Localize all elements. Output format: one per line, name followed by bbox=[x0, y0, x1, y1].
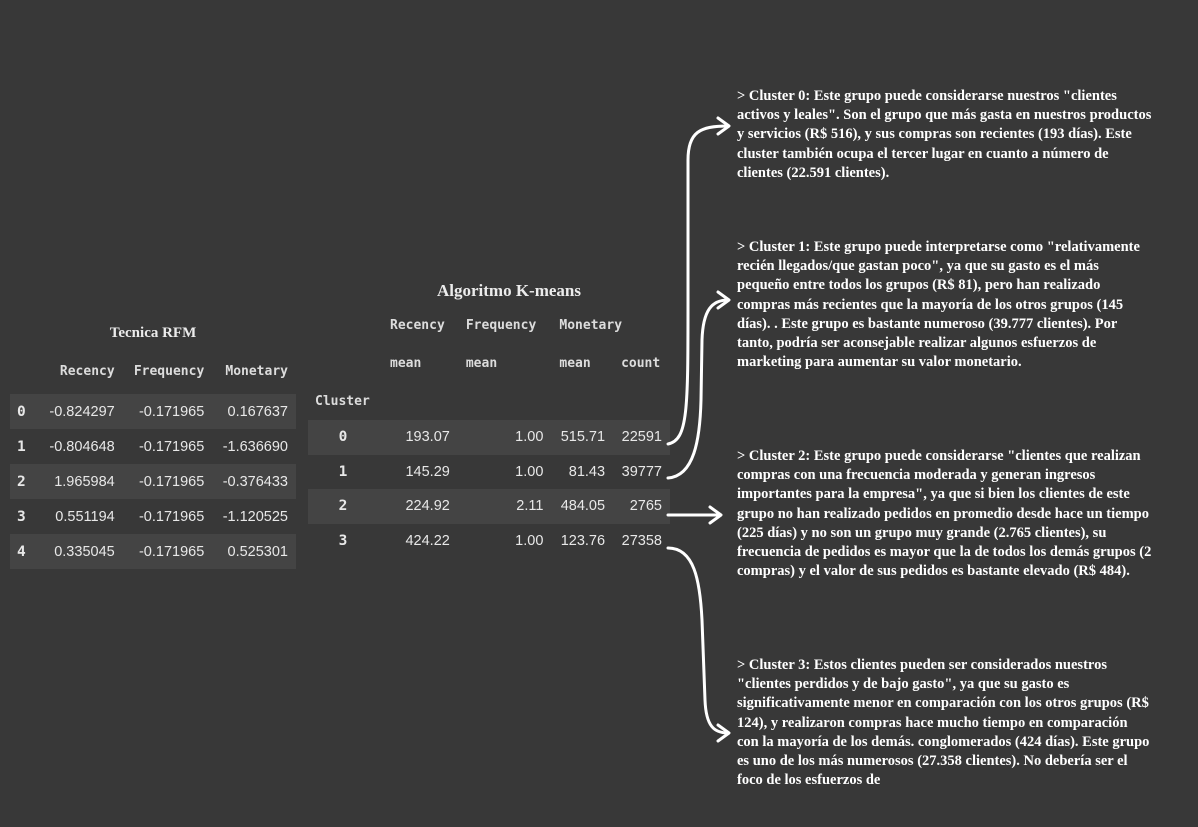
rfm-col-frequency: Frequency bbox=[133, 363, 205, 379]
frequency-mean-cell: 1.00 bbox=[515, 463, 544, 480]
table-row bbox=[10, 464, 296, 499]
kmeans-corner-sub bbox=[308, 344, 378, 382]
recency-mean-cell: 224.92 bbox=[405, 498, 450, 515]
table-row bbox=[308, 489, 670, 524]
arrow-cluster-3 bbox=[668, 548, 728, 733]
frequency-cell: -0.171965 bbox=[138, 508, 205, 525]
arrow-head-1 bbox=[718, 292, 729, 308]
kmeans-sub-count: count bbox=[621, 355, 661, 371]
cluster-0-description: > Cluster 0: Este grupo puede considerarse nuestros "clientes activos y leales". Son el grupo que más gasta en nuestros productos y servicios (R$ 516), y sus compras son recientes (193 días). Este cluster también ocupa el tercer lugar en cuanto a número de clientes (22.591 clientes). bbox=[737, 88, 1152, 181]
frequency-mean-cell: 2.11 bbox=[516, 498, 544, 515]
row-index: 3 bbox=[17, 508, 26, 525]
monetary-cell: 0.167637 bbox=[227, 403, 288, 420]
kmeans-col-frequency: Frequency bbox=[465, 317, 537, 333]
monetary-cell: -1.636690 bbox=[222, 438, 288, 455]
monetary-mean-cell: 484.05 bbox=[560, 498, 606, 515]
frequency-cell: -0.171965 bbox=[138, 438, 205, 455]
count-cell: 2765 bbox=[629, 498, 662, 515]
cluster-3-description: > Cluster 3: Estos clientes pueden ser considerados nuestros "clientes perdidos y de bajo gasto", ya que su gasto es significativamente menor en comparación con los otros grupos (R$ 124), y realizaron compras hace mucho tiempo en comparación con la mayoría de los demás. conglomerados (424 días). Este grupo es uno de los más numerosos (27.358 clientes). No debería ser el foco de los esfuerzos de bbox=[737, 657, 1150, 789]
table-row bbox=[10, 534, 296, 569]
rfm-table-panel bbox=[10, 318, 296, 569]
monetary-cell: -0.376433 bbox=[222, 473, 288, 490]
kmeans-index-name: Cluster bbox=[315, 393, 370, 409]
arrow-head-0 bbox=[718, 118, 729, 134]
kmeans-sub-monetary-mean: mean bbox=[559, 355, 591, 371]
monetary-cell: 0.525301 bbox=[227, 543, 288, 560]
rfm-col-recency: Recency bbox=[59, 363, 115, 379]
kmeans-table-panel bbox=[308, 276, 670, 558]
kmeans-sub-recency-mean: mean bbox=[390, 355, 422, 371]
cluster-2-description: > Cluster 2: Este grupo puede considerarse "clientes que realizan compras con una frecuencia moderada y generan ingresos importantes para la empresa", ya que si bien los clientes de este grupo no han realizado pedidos en promedio desde hace un tiempo (225 días) y no son un grupo muy grande (2.765 clientes), su frecuencia de pedidos es mayor que la de todos los demás grupos (2 compras) y el valor de sus pedidos es bastante elevado (R$ 484). bbox=[737, 448, 1152, 580]
kmeans-sub-frequency-mean: mean bbox=[465, 355, 498, 371]
recency-mean-cell: 193.07 bbox=[405, 429, 450, 446]
table-row bbox=[10, 429, 296, 464]
monetary-mean-cell: 123.76 bbox=[560, 532, 606, 549]
kmeans-col-monetary: Monetary bbox=[559, 317, 623, 333]
arrow-head-3 bbox=[718, 725, 729, 741]
recency-cell: -0.804648 bbox=[49, 438, 115, 455]
recency-cell: -0.824297 bbox=[49, 403, 115, 420]
rfm-table bbox=[10, 348, 296, 569]
frequency-cell: -0.171965 bbox=[138, 403, 205, 420]
cluster-index: 0 bbox=[338, 429, 348, 446]
frequency-cell: -0.171965 bbox=[138, 473, 205, 490]
row-index: 0 bbox=[17, 403, 26, 420]
kmeans-col-recency: Recency bbox=[390, 317, 445, 333]
recency-cell: 0.335045 bbox=[54, 543, 115, 560]
row-index: 2 bbox=[17, 473, 26, 490]
arrow-cluster-0 bbox=[668, 126, 728, 444]
cluster-1-description: > Cluster 1: Este grupo puede interpretarse como "relativamente recién llegados/que gastan poco", ya que su gasto es el más pequeño entre todos los grupos (R$ 81), pero han realizado compras más recientes que la mayoría de los otros grupos (145 días). . Este grupo es bastante numeroso (39.777 clientes). Por tanto, podría ser aconsejable realizar algunos esfuerzos de marketing para aumentar su valor monetario. bbox=[737, 239, 1140, 371]
count-cell: 27358 bbox=[621, 532, 662, 549]
table-row bbox=[308, 455, 670, 490]
cluster-index: 1 bbox=[338, 463, 348, 480]
cluster-index: 2 bbox=[338, 498, 348, 515]
rfm-col-monetary: Monetary bbox=[225, 363, 288, 379]
count-cell: 39777 bbox=[621, 463, 662, 480]
recency-mean-cell: 424.22 bbox=[405, 532, 450, 549]
table-row bbox=[10, 499, 296, 534]
row-index: 1 bbox=[17, 438, 26, 455]
kmeans-table bbox=[308, 306, 670, 558]
monetary-mean-cell: 81.43 bbox=[568, 463, 606, 480]
count-cell: 22591 bbox=[621, 429, 662, 446]
arrow-head-2 bbox=[710, 507, 721, 523]
kmeans-corner bbox=[308, 306, 378, 344]
recency-mean-cell: 145.29 bbox=[405, 463, 450, 480]
frequency-mean-cell: 1.00 bbox=[515, 429, 544, 446]
rfm-title: Tecnica RFM bbox=[109, 325, 197, 341]
row-index: 4 bbox=[17, 543, 26, 560]
rfm-index-header bbox=[10, 348, 39, 394]
frequency-cell: -0.171965 bbox=[138, 543, 205, 560]
table-row bbox=[308, 524, 670, 559]
frequency-mean-cell: 1.00 bbox=[515, 532, 544, 549]
arrow-cluster-1 bbox=[668, 300, 728, 478]
monetary-mean-cell: 515.71 bbox=[560, 429, 606, 446]
recency-cell: 1.965984 bbox=[54, 473, 115, 490]
cluster-index: 3 bbox=[338, 532, 348, 549]
table-row bbox=[10, 394, 296, 429]
table-row bbox=[308, 420, 670, 455]
recency-cell: 0.551194 bbox=[55, 508, 115, 525]
monetary-cell: -1.120525 bbox=[222, 508, 288, 525]
kmeans-title: Algoritmo K-means bbox=[436, 281, 581, 300]
